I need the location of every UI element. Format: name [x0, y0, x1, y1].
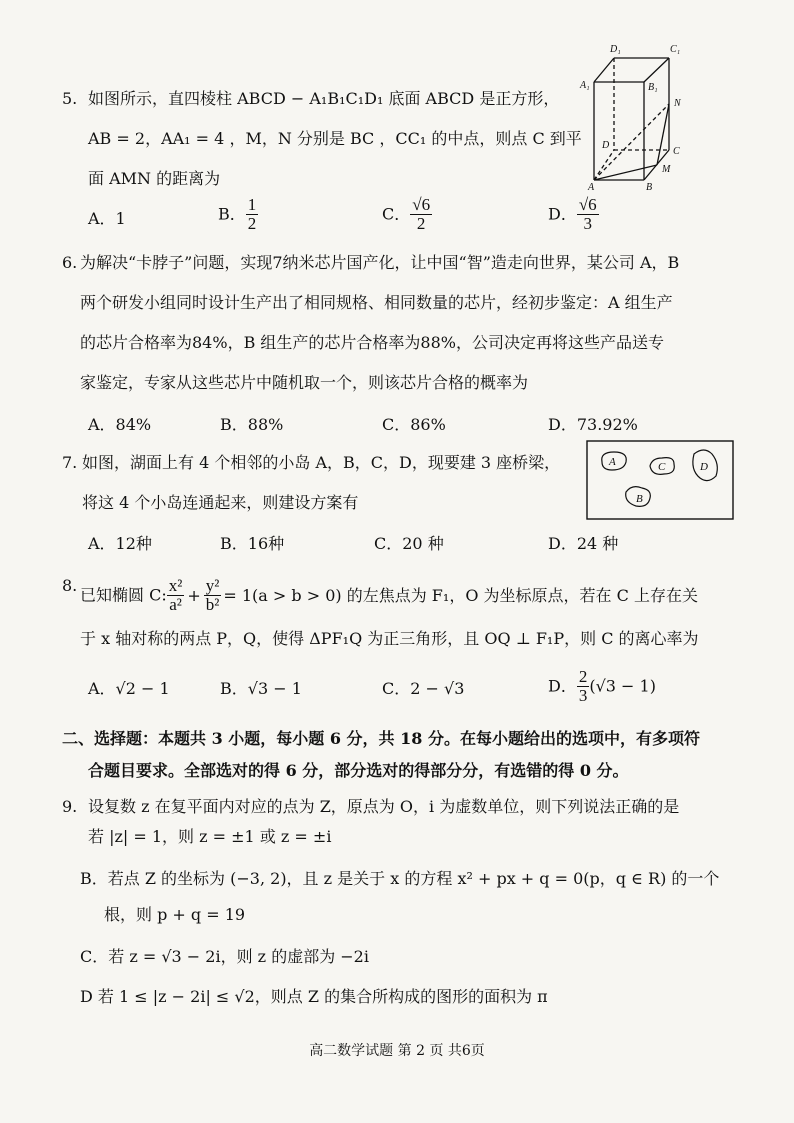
q5-option-c-denominator: 2 — [416, 214, 426, 233]
q6-line-2: 两个研发小组同时设计生产出了相同规格、相同数量的芯片，经初步鉴定：A 组生产 — [80, 293, 673, 312]
q6-line-4: 家鉴定，专家从这些芯片中随机取一个，则该芯片合格的概率为 — [80, 373, 529, 392]
q8-fraction-y-denominator: b² — [205, 595, 220, 614]
q5-line-3: 面 AMN 的距离为 — [88, 169, 221, 188]
q7-option-c: C．20 种 — [374, 534, 444, 553]
q8-option-d-fraction — [577, 668, 590, 705]
q8-option-d-numerator: 2 — [578, 667, 588, 686]
q9-option-b-line-2: 根，则 p + q = 19 — [104, 905, 246, 924]
q9-number: 9. — [62, 797, 78, 816]
q8-fraction-x-numerator: x² — [168, 576, 183, 595]
section2-instructions-line-2: 合题目要求。全部选对的得 6 分，部分选对的得部分分，有选错的得 0 分。 — [88, 761, 629, 780]
q5-option-d-label: D． — [548, 204, 577, 224]
prism-label-d: D — [602, 140, 610, 151]
islands-figure — [586, 440, 734, 520]
island-label-a: A — [609, 456, 616, 468]
q5-option-b-fraction — [246, 196, 259, 233]
section2-instructions-line-1: 二、选择题：本题共 3 小题，每小题 6 分，共 18 分。在每小题给出的选项中，有多项符 — [62, 729, 700, 748]
q8-plus-sign: + — [187, 585, 201, 605]
q9-option-c: C．若 z = √3 − 2i，则 z 的虚部为 −2i — [80, 947, 369, 966]
q8-fraction-x-denominator: a² — [169, 595, 182, 614]
prism-label-m: M — [662, 164, 671, 175]
q5-option-d-denominator: 3 — [583, 214, 593, 233]
q5-option-c-fraction — [410, 196, 432, 233]
q8-option-c: C．2 − √3 — [382, 679, 465, 698]
q7-line-2: 将这 4 个小岛连通起来，则建设方案有 — [82, 493, 359, 512]
q5-line-1: 如图所示，直四棱柱 ABCD − A₁B₁C₁D₁ 底面 ABCD 是正方形， — [88, 89, 560, 108]
prism-label-a: A — [588, 182, 595, 190]
island-label-c: C — [658, 461, 666, 473]
q8-line-1 — [80, 575, 698, 619]
q5-option-c-label: C． — [382, 204, 411, 224]
q8-fraction-y-numerator: y² — [205, 576, 220, 595]
q5-option-c-numerator: √6 — [412, 195, 431, 214]
q8-fraction-x — [167, 577, 185, 614]
q5-option-d-numerator: √6 — [578, 195, 597, 214]
q6-number: 6. — [62, 253, 78, 272]
q5-option-b-numerator: 1 — [247, 195, 257, 214]
prism-label-n: N — [674, 98, 681, 109]
q8-option-d-tail: (√3 − 1) — [589, 676, 656, 696]
q7-line-1: 如图，湖面上有 4 个相邻的小岛 A，B，C，D，现要建 3 座桥梁， — [82, 453, 561, 472]
prism-label-b: B — [646, 182, 653, 190]
q6-option-a: A．84% — [88, 415, 152, 434]
q9-stem: 设复数 z 在复平面内对应的点为 Z，原点为 O，i 为虚数单位，则下列说法正确的是 — [88, 797, 680, 816]
q5-option-b — [218, 196, 258, 233]
q7-number: 7. — [62, 453, 78, 472]
q5-number: 5. — [62, 89, 78, 108]
q8-option-b: B．√3 − 1 — [220, 679, 302, 698]
q8-line-2: 于 x 轴对称的两点 P，Q，使得 ΔPF₁Q 为正三角形，且 OQ ⊥ F₁P，则 C 的离心率为 — [80, 629, 699, 648]
q7-option-a: A．12种 — [88, 534, 152, 553]
q6-line-3: 的芯片合格率为84%，B 组生产的芯片合格率为88%，公司决定再将这些产品送专 — [80, 333, 664, 352]
q6-option-b: B．88% — [220, 415, 284, 434]
q5-option-b-label: B． — [218, 204, 246, 224]
q5-line-2: AB = 2，AA₁ = 4 ，M，N 分别是 BC ，CC₁ 的中点，则点 C 到平 — [88, 129, 582, 148]
q8-option-a: A．√2 − 1 — [88, 679, 170, 698]
page-footer: 高二数学试题 第 2 页 共6页 — [309, 1043, 485, 1059]
prism-label-d1: D₁ — [610, 44, 621, 55]
prism-figure — [574, 40, 694, 190]
q8-fraction-y — [204, 577, 222, 614]
q7-option-d: D．24 种 — [548, 534, 619, 553]
q9-option-b-line-1: B．若点 Z 的坐标为 (−3, 2)，且 z 是关于 x 的方程 x² + px + q = 0(p，q ∈ R) 的一个 — [80, 869, 720, 888]
q8-option-d-denominator: 3 — [578, 686, 588, 705]
prism-label-b1: B₁ — [648, 82, 658, 93]
q5-option-d-fraction — [577, 196, 599, 233]
q6-option-d: D．73.92% — [548, 415, 638, 434]
q8-option-d — [548, 668, 656, 705]
q8-intro: 已知椭圆 C: — [80, 585, 167, 605]
q7-option-b: B．16种 — [220, 534, 285, 553]
prism-label-a1: A₁ — [580, 80, 590, 91]
q5-option-b-denominator: 2 — [247, 214, 257, 233]
prism-label-c: C — [673, 146, 680, 157]
island-label-b: B — [636, 493, 643, 505]
q5-option-c — [382, 196, 432, 233]
q9-option-a: 若 |z| = 1，则 z = ±1 或 z = ±i — [88, 827, 332, 846]
island-label-d: D — [700, 461, 708, 473]
q5-option-d — [548, 196, 599, 233]
q8-condition: = 1(a > b > 0) 的左焦点为 F₁，O 为坐标原点，若在 C 上存在关 — [223, 585, 698, 605]
q8-number: 8. — [62, 576, 78, 595]
q6-line-1: 为解决“卡脖子”问题，实现7纳米芯片国产化，让中国“智”造走向世界，某公司 A，B — [80, 253, 680, 272]
q6-option-c: C．86% — [382, 415, 446, 434]
q8-option-d-label: D． — [548, 676, 577, 696]
prism-label-c1: C₁ — [670, 44, 681, 55]
q5-option-a: A．1 — [88, 209, 126, 228]
q9-option-d: D 若 1 ≤ |z − 2i| ≤ √2，则点 Z 的集合所构成的图形的面积为 π — [80, 987, 548, 1006]
